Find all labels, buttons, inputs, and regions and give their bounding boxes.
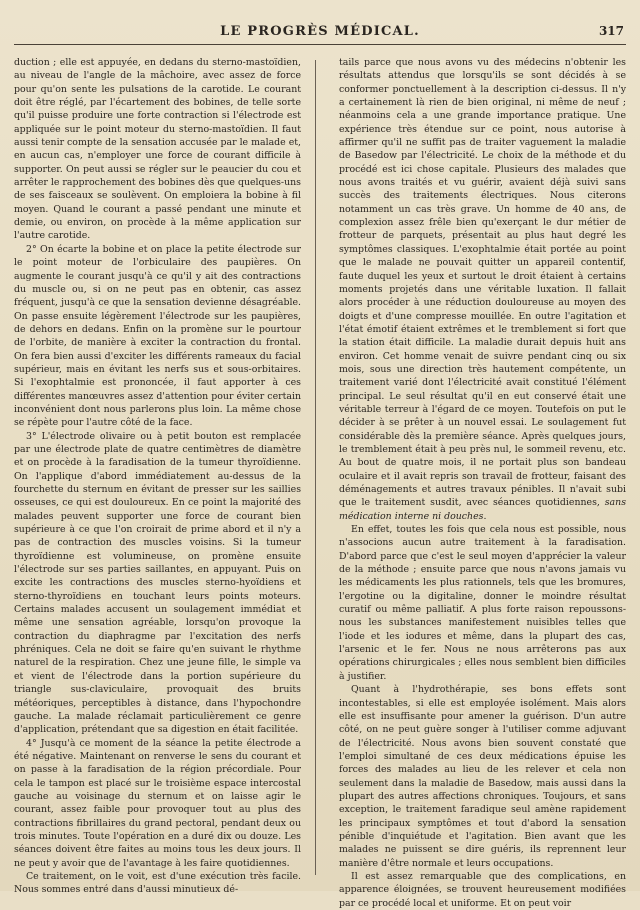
paragraph: Quant à l'hydrothérapie, ses bons effets sont incontestables, si elle est employée isolément. Mais alors elle est insuffisante pour amener la guérison. D'un autre côté, on ne peut guère songer à l'utiliser comme adjuvant de l'électricité. Nous avons bien souvent constaté que l'emploi simultané de ces deux médications épuise les forces des malades au lieu de les relever et cela non seulement dans la maladie de Basedow, mais aussi dans la plupart des autres affections chroniques. Toujours, et sans exception, le traitement faradique seul amène rapidement les principaux symptômes et tout d'abord la sensation pénible d'inquiétude et l'agitation. Bien avant que les malades ne puissent se dire guéris, ils reprennent leur manière d'être normale et leurs occupations. — [339, 684, 626, 869]
paragraph: 3° L'électrode olivaire ou à petit bouton est remplacée par une électrode plate de quatre centimètres de diamètre et on procède à la faradisation de la tumeur thyroïdienne. On l'applique d'abord immédiatement au-dessus de la fourchette du sternum en évitant de presser sur les saillies osseuses, ce qui est douloureux. En ce point la majorité des malades peuvent supporter une force de courant bien supérieure à ce que l'on croirait de prime abord et il n'y a pas de contraction des muscles voisins. Si la tumeur thyroïdienne est volumineuse, on promène ensuite l'électrode sur ses parties saillantes, en appuyant. Puis on excite les contractions des muscles sterno-hyoïdiens et sterno-thyroïdiens en touchant leurs points moteurs. Certains malades accusent un soulagement immédiat et même une sensation agréable, lorsqu'on provoque la contraction du diaphragme par l'excitation des nerfs phréniques. Cela ne doit se faire qu'en suivant le rhythme naturel de la respiration. Chez une jeune fille, le simple va et vient de l'électrode dans la portion supérieure du triangle sus-claviculaire, provoquait des bruits météoriques, perceptibles à distance, dans l'hypochondre gauche. La malade réclamait particulièrement ce genre d'application, prétendant que sa digestion en était facilitée. — [14, 430, 301, 736]
left-column — [14, 56, 301, 896]
page-number: 317 — [598, 24, 624, 38]
paragraph: duction ; elle est appuyée, en dedans du sterno-mastoïdien, au niveau de l'angle de la mâchoire, avec assez de force pour qu'on sente les pulsations de la carotide. Le courant doit être réglé, par l'écartement des bobines, de telle sorte qu'il puisse produire une forte contraction si l'électrode est appliquée sur le point moteur du sterno-mastoïdien. Il faut aussi tenir compte de la sensation accusée par le malade et, en aucun cas, n'employer une force de courant difficile à supporter. On peut aussi se régler sur le peaucier du cou et arrêter le rapprochement des bobines dès que quelques-uns de ses faisceaux se soulèvent. On emploiera la bobine à fil moyen. Quand le courant a passé pendant une minute et demie, ou environ, on procède à la même application sur l'autre carotide. — [14, 57, 301, 242]
right-column — [339, 56, 626, 909]
column-divider — [315, 60, 316, 875]
page-header — [14, 14, 626, 45]
paragraph: Ce traitement, on le voit, est d'une exécution très facile. Nous sommes entré dans d'aussi minutieux dé- — [14, 870, 301, 896]
running-title: LE PROGRÈS MÉDICAL. — [220, 24, 420, 39]
paragraph: 4° Jusqu'à ce moment de la séance la petite électrode a été négative. Maintenant on renverse le sens du courant et on passe à la faradisation de la région précordiale. Pour cela le tampon est placé sur le troisième espace intercostal gauche au voisinage du sternum et on laisse agir le courant, assez faible pour provoquer tout au plus des contractions fibrillaires du grand pectoral, pendant deux ou trois minutes. Toute l'opération en a duré dix ou douze. Les séances doivent être faites au moins tous les deux jours. Il ne peut y avoir que de l'avantage à les faire quotidiennes. — [14, 737, 301, 869]
paragraph: tails parce que nous avons vu des médecins n'obtenir les résultats attendus que lorsqu'ils se sont décidés à se conformer ponctuellement à la description ci-dessus. Il n'y a certainement là rien de bien original, ni même de neuf ; néanmoins cela a une grande importance pratique. Une expérience très étendue sur ce point, nous autorise à affirmer qu'il ne suffit pas de traiter vaguement la maladie de Basedow par l'électricité. Le choix de la méthode et du procédé est ici chose capitale. Plusieurs des malades que nous avons traités et vu guérir, avaient déjà suivi sans succès des traitements électriques. Nous citerons notamment un cas très grave. Un homme de 40 ans, de complexion assez frêle bien qu'exerçant le dur métier de frotteur de parquets, présentait au plus haut degré les symptômes classiques. L'exophtalmie était portée au point que le malade ne pouvait quitter un appareil contentif, faute duquel les yeux et surtout le droit étaient à certains moments projetés dans une véritable luxation. Il fallait alors procéder à une réduction douloureuse au moyen des doigts et d'une compresse mouillée. En outre l'agitation et l'état émotif étaient extrêmes et le tremblement si fort que la station était difficile. La maladie durait depuis huit ans environ. Cet homme venait de suivre pendant cinq ou six mois, sous une direction très hautement compétente, un traitement varié dont l'électricité avait constitué l'élément principal. Le seul résultat qu'il en eut conservé était une véritable terreur à l'égard de ce moyen. Toutefois on put le décider à se prêter à un nouvel essai. Le soulagement fut considérable dès la première séance. Après quelques jours, le tremblement était à peu près nul, le sommeil revenu, etc. Au bout de quatre mois, il ne portait plus son bandeau oculaire et il avait repris son travail de frotteur, faisant des déménagements et autres travaux pénibles. Il n'avait subi que le traitement susdit, avec séances quotidiennes, sans médication interne ni douches. — [339, 57, 626, 522]
paragraph: 2° On écarte la bobine et on place la petite électrode sur le point moteur de l'orbiculaire des paupières. On augmente le courant jusqu'à ce qu'il y ait des contractions du muscle ou, si on ne peut pas en obtenir, cas assez fréquent, jusqu'à ce que la sensation devienne désagréable. On passe ensuite légèrement l'électrode sur les paupières, de dehors en dedans. Enfin on la promène sur le pourtour de l'orbite, de manière à exciter la contraction du frontal. On fera bien aussi d'exciter les différents rameaux du facial supérieur, mais en évitant les nerfs sus et sous-orbitaires. Si l'exophtalmie est prononcée, il faut apporter à ces différentes manœuvres assez d'attention pour éviter certain inconvénient dont nous parlerons plus loin. La même chose se répète pour l'autre côté de la face. — [14, 243, 301, 429]
paragraph: Il est assez remarquable que des complications, en apparence éloignées, se trouvent heureusement modifiées par ce procédé local et uniforme. Et on peut voir — [339, 870, 626, 909]
paragraph: En effet, toutes les fois que cela nous est possible, nous n'associons aucun autre traitement à la faradisation. D'abord parce que c'est le seul moyen d'apprécier la valeur de la méthode ; ensuite parce que nous n'avons jamais vu les médicaments les plus rationnels, tels que les bromures, l'ergotine ou la digitaline, donner le moindre résultat curatif ou même palliatif. A plus forte raison repoussons-nous les substances manifestement nuisibles telles que l'iode et les iodures et même, dans la plupart des cas, l'arsenic et le fer. Nous ne nous arrêterons pas aux opérations chirurgicales ; elles nous semblent bien difficiles à justifier. — [339, 524, 626, 682]
